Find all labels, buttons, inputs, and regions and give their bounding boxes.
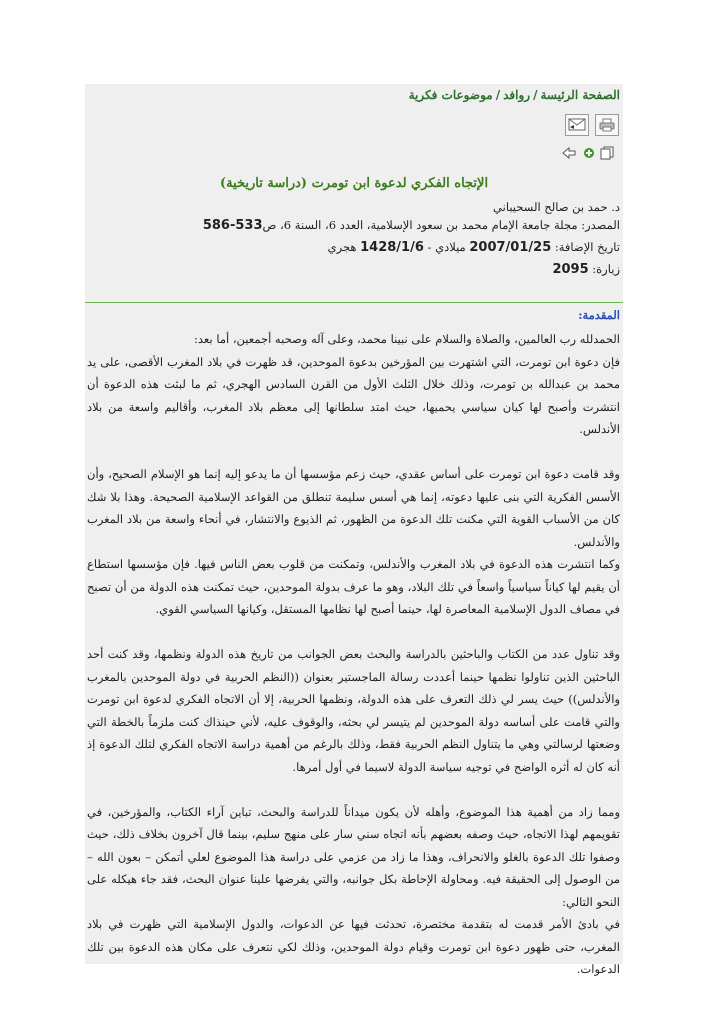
- email-icon[interactable]: [565, 114, 589, 136]
- author-line: د. حمد بن صالح السحيباني: [493, 200, 620, 214]
- breadcrumb: [409, 88, 620, 102]
- article-page: [85, 84, 623, 976]
- source-text: مجلة جامعة الإمام محمد بن سعود الإسلامية، العدد 6، السنة 6، ص: [262, 218, 578, 232]
- intro-heading: المقدمة:: [578, 308, 620, 322]
- visits-line: [552, 262, 620, 277]
- source-line: [203, 218, 620, 233]
- paragraph: وقد تناول عدد من الكتاب والباحثين بالدراسة والبحث بعض الجوانب من تاريخ هذه الدولة ونظمها، وقد كنت أحد الباحثين الذين تناولوا نظمها حينما أعددت رسالة الماجستير بعنوان ((النظم الحربية في دولة الموحدين بالمغرب والأندلس)) حيث يسر لي ذلك التعرف على هذه الدولة، ونظمها الحربية، إلا أن الاتجاه الفكري لدعوة ابن تومرت والتي قامت على أساسه دولة الموحدين لم يتيسر لي بحثه، والوقوف عليه، لأني حينذاك كنت ملزماً بالخطة التي وضعتها لرسالتي وهي ما يتناول النظم الحربية فقط، وذلك بالرغم من أهمية دراسة الاتجاه الفكري لتلك الدعوة إذ أنه كان له أثره الواضح في توجيه سياسة الدولة لاسيما في أول أمرها.: [87, 647, 620, 774]
- breadcrumb-rawafid-link[interactable]: روافد: [503, 88, 531, 102]
- date-hijri: 1428/1/6: [360, 240, 424, 255]
- source-label: المصدر:: [581, 218, 620, 232]
- hijri-word: هجري: [327, 240, 357, 254]
- date-line: [328, 240, 620, 255]
- visits-count: 2095: [552, 262, 589, 277]
- article-body: [87, 328, 620, 981]
- article-title: الإتجاه الفكري لدعوة ابن تومرت (دراسة تاريخية): [219, 176, 489, 191]
- paragraph: وكما انتشرت هذه الدعوة في بلاد المغرب والأندلس، وتمكنت من قلوب بعض الناس فيها. فإن مؤسسها استطاع أن يقيم لها كياناً سياسياً واسعاً في تلك البلاد، وهو ما عرف بدولة الموحدين، حيث تمكنت هذه الدولة من أن تصبح في مصاف الدول الإسلامية المعاصرة لها، حينما أصبح لها نظامها المستقل، وكيانها السياسي القوي.: [87, 557, 620, 616]
- back-icon[interactable]: [557, 142, 581, 164]
- paragraph: فإن دعوة ابن تومرت، التي اشتهرت بين المؤرخين بدعوة الموحدين، قد ظهرت في بلاد المغرب الأقصى، على يد محمد بن عبدالله بن تومرت، وذلك خلال الثلث الأول من القرن السادس الهجري، ثم ما لبثت هذه الدعوة أن انتشرت وأصبح لها كيان سياسي يحميها، حيث امتد سلطانها إلى معظم بلاد المغرب، وأقاليم واسعة من بلاد الأندلس.: [87, 354, 620, 436]
- paragraph: في بادئ الأمر قدمت له بتقدمة مختصرة، تحدثت فيها عن الدعوات، والدول الإسلامية التي ظهرت في بلاد المغرب، حتى ظهور دعوة ابن تومرت وقيام دولة الموحدين، وذلك لكي نتعرف على مكان هذه الدعوة بين تلك الدعوات.: [87, 917, 620, 976]
- breadcrumb-separator: /: [495, 88, 501, 102]
- paragraph: ومما زاد من أهمية هذا الموضوع، وأهله لأن يكون ميداناً للدراسة والبحث، تباين آراء الكتاب، والمؤرخين، في تقويمهم لهذا الاتجاه، حيث وصفه بعضهم بأنه اتجاه سني سار على منهج سليم، بينما قال آخرون بخلاف ذلك، حيث وصفوا تلك الدعوة بالغلو والانحراف، وهذا ما زاد من عزمي على دراسة هذا الموضوع لعلي أتمكن – بعون الله – من الوصول إلى الحقيقة فيه. ومحاولة الإحاطة بكل جوانبه، والتي يفرضها علينا عنوان البحث، فقد جاء هيكله على النحو التالي:: [87, 804, 621, 909]
- source-pages: 533-586: [202, 218, 263, 233]
- date-label: تاريخ الإضافة:: [554, 240, 620, 254]
- print-icon[interactable]: [595, 114, 619, 136]
- breadcrumb-home-link[interactable]: الصفحة الرئيسة: [540, 88, 620, 102]
- breadcrumb-separator: /: [533, 88, 538, 102]
- visits-label: زيارة:: [592, 262, 620, 276]
- breadcrumb-topics-link[interactable]: موضوعات فكرية: [408, 88, 493, 102]
- paragraph: الحمدلله رب العالمين، والصلاة والسلام على نبينا محمد، وعلى آله وصحبه أجمعين، أما بعد:: [194, 332, 620, 346]
- date-dash: -: [427, 240, 432, 254]
- paragraph: وقد قامت دعوة ابن تومرت على أساس عقدي، حيث زعم مؤسسها أن ما يدعو إليه إنما هو الإسلام الصحيح، وأن الأسس الفكرية التي بنى عليها دعوته، إنما هي أسس سليمة تنطلق من القواعد الإسلامية الصحيحة. وهذا بلا شك كان من الأسباب القوية التي مكنت تلك الدعوة من الظهور، ثم الذيوع والانتشار، في أنحاء واسعة من بلاد المغرب والأندلس.: [87, 467, 620, 549]
- date-gregorian: 2007/01/25: [469, 240, 552, 255]
- divider: [85, 302, 623, 303]
- gregorian-word: ميلادي: [435, 240, 466, 254]
- article-toolbar: [559, 112, 621, 168]
